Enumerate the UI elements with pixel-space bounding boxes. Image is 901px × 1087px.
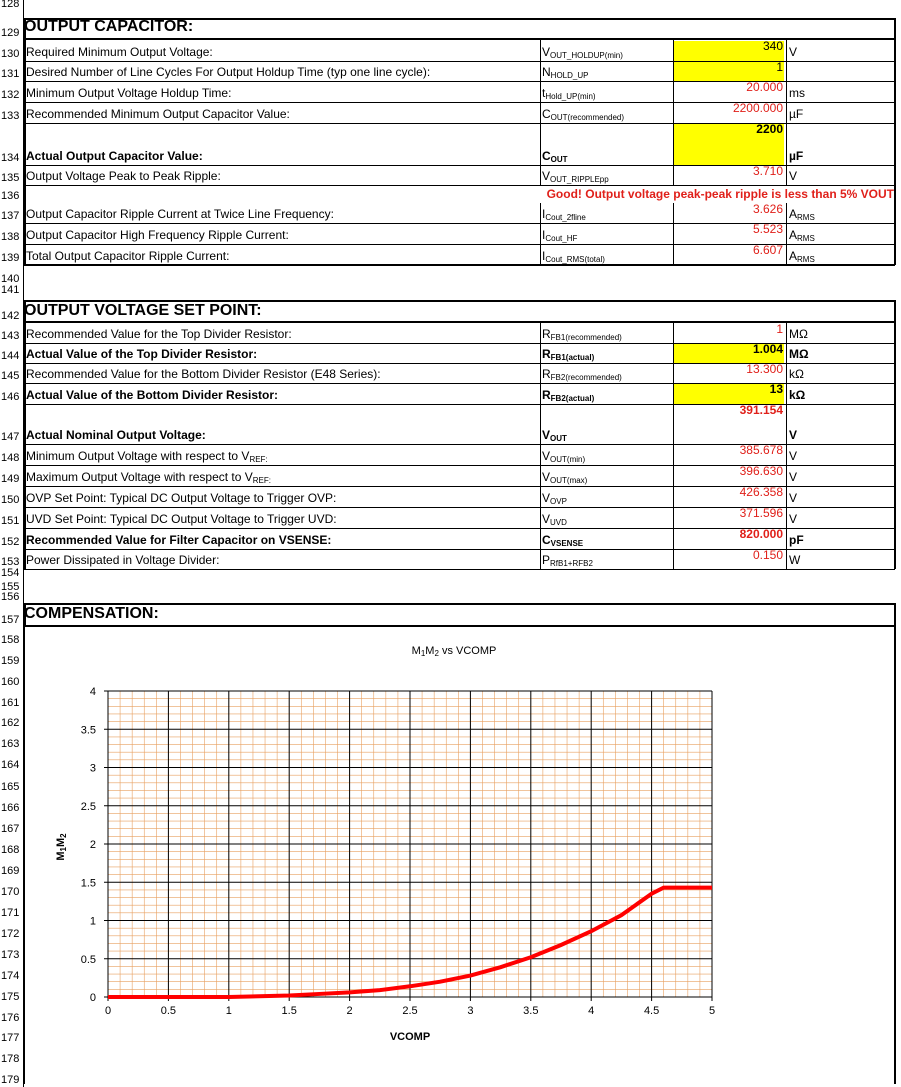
parameter-value: 5.523 [752,224,783,236]
row-number: 131 [1,68,20,80]
row-number: 139 [1,252,20,264]
cell-border [540,486,541,507]
row-number: 153 [1,556,20,568]
cell-border [540,465,541,486]
parameter-unit: V [789,512,798,526]
x-tick-label: 1 [225,1005,232,1017]
row-number: 160 [1,676,20,688]
parameter-label: Required Minimum Output Voltage: [26,45,213,59]
cell-border [894,300,896,569]
parameter-label: Actual Value of the Bottom Divider Resistor: [26,388,279,402]
x-tick-label: 5 [708,1005,716,1017]
row-number: 179 [1,1074,20,1086]
parameter-symbol: $V_{OUT(max)}$ [542,470,588,485]
cell-border [540,203,541,223]
x-tick-label: 3.5 [523,1005,539,1017]
parameter-unit: MΩ [789,327,808,341]
cell-border [786,465,787,486]
parameter-symbol: $V_{OUT\_RIPPLEpp}$ [542,169,609,184]
y-tick-label: 2 [89,839,96,851]
parameter-label: Minimum Output Voltage with respect to $V_{REF:}$ [26,449,268,464]
cell-border [786,404,787,444]
cell-border [786,363,787,383]
parameter-label: OVP Set Point: Typical DC Output Voltage to Trigger OVP: [26,491,337,505]
cell-border [786,81,787,102]
row-number: 143 [1,330,20,342]
parameter-value[interactable]: 340 [674,41,784,61]
parameter-label: Output Voltage Peak to Peak Ripple: [26,169,221,183]
row-number: 146 [1,391,20,403]
x-tick-label: 4.5 [643,1005,660,1017]
parameter-unit: V [789,470,798,484]
row-number: 142 [1,310,20,322]
row-number: 149 [1,473,20,485]
parameter-label: Actual Value of the Top Divider Resistor: [26,347,258,361]
x-tick-label: 3 [467,1005,474,1017]
row-number: 162 [1,717,20,729]
row-number: 177 [1,1032,20,1044]
cell-border [786,383,787,404]
parameter-unit: V [789,428,798,442]
m1m2-vs-vcomp-chart [24,627,895,1082]
cell-border [24,38,895,40]
cell-border [24,321,895,323]
cell-border [786,507,787,528]
parameter-value[interactable]: 1 [674,62,784,81]
parameter-label: Maximum Output Voltage with respect to $V_{REF:}$ [26,470,272,485]
x-tick-label: 0 [104,1005,112,1017]
parameter-symbol: $R_{FB2(actual)}$ [542,388,595,403]
row-number: 135 [1,172,20,184]
cell-border [786,102,787,123]
row-number: 158 [1,634,20,646]
parameter-symbol: $C_{OUT}$ [542,149,568,164]
parameter-symbol: $V_{OUT\_HOLDUP(min)}$ [542,45,623,60]
row-number: 176 [1,1012,20,1024]
cell-border [786,528,787,549]
ripple-status-message: Good! Output voltage peak-peak ripple is less than 5% VOUT [546,187,894,201]
cell-border [786,343,787,363]
row-number: 129 [1,27,20,39]
cell-border [540,549,541,569]
parameter-value: 0.150 [752,550,783,562]
cell-border [24,569,895,570]
parameter-value: 396.630 [739,466,783,478]
cell-border [540,343,541,363]
y-tick-label: 0 [89,992,96,1004]
cell-border [786,223,787,244]
cell-border [540,528,541,549]
parameter-unit: $A_{RMS}$ [789,228,815,243]
row-number: 175 [1,991,20,1003]
cell-border [540,61,541,81]
row-number: 171 [1,907,20,919]
parameter-unit: ms [789,86,805,100]
row-number: 170 [1,886,20,898]
row-number: 147 [1,431,20,443]
parameter-symbol: $V_{OVP}$ [542,491,567,506]
y-tick-label: 3 [89,762,96,775]
row-number: 145 [1,370,20,382]
parameter-unit: W [789,553,801,567]
parameter-unit: V [789,449,798,463]
row-number: 156 [1,591,20,603]
row-number: 166 [1,802,20,814]
parameter-label: Actual Output Capacitor Value: [26,149,203,163]
parameter-symbol: $R_{FB2(recommended)}$ [542,367,622,382]
cell-border [540,40,541,61]
row-number: 130 [1,48,20,60]
row-number: 167 [1,823,20,835]
parameter-value: 426.358 [739,487,783,499]
parameter-label: Power Dissipated in Voltage Divider: [26,553,220,567]
section-output-voltage: OUTPUT VOLTAGE SET POINT: [24,302,262,319]
cell-border [894,18,896,265]
parameter-label: Output Capacitor High Frequency Ripple Current: [26,228,289,242]
parameter-symbol: $I_{Cout\_RMS(total)}$ [542,249,605,264]
x-tick-label: 4 [588,1005,595,1017]
row-number: 136 [1,190,20,202]
parameter-unit: kΩ [789,388,806,402]
row-number: 159 [1,655,20,667]
section-compensation: COMPENSATION: [24,605,159,622]
cell-border [24,185,895,186]
parameter-label: Actual Nominal Output Voltage: [26,428,206,442]
row-number: 128 [1,0,20,10]
cell-border [786,203,787,223]
cell-border [894,603,896,627]
cell-border [540,444,541,465]
row-number: 163 [1,738,20,750]
row-number: 165 [1,781,20,793]
parameter-value: 2200.000 [732,103,783,115]
row-number: 141 [1,284,20,296]
row-number: 172 [1,928,20,940]
row-number: 151 [1,515,20,527]
row-number: 132 [1,89,20,101]
parameter-value[interactable]: 13 [674,384,784,404]
row-number: 173 [1,949,20,961]
parameter-label: UVD Set Point: Typical DC Output Voltage to Trigger UVD: [26,512,337,526]
parameter-unit: µF [789,107,804,121]
parameter-value: 371.596 [739,508,783,520]
cell-border [540,81,541,102]
y-axis-label: M1M2 [55,833,68,861]
y-tick-label: 0.5 [80,953,96,966]
parameter-unit: µF [789,149,804,163]
row-number: 169 [1,865,20,877]
y-tick-label: 4 [89,686,96,698]
cell-border [786,549,787,569]
row-number: 178 [1,1053,20,1065]
parameter-label: Output Capacitor Ripple Current at Twice Line Frequency: [26,207,334,221]
parameter-value: 20.000 [746,82,783,94]
parameter-unit: V [789,491,798,505]
parameter-symbol: $P_{RfB1+RFB2}$ [542,553,593,568]
parameter-label: Total Output Capacitor Ripple Current: [26,249,230,263]
cell-border [786,486,787,507]
cell-border [786,165,787,185]
parameter-symbol: $C_{VSENSE}$ [542,533,584,548]
x-tick-label: 2.5 [402,1005,418,1017]
parameter-value: 1 [776,324,783,336]
parameter-value: 13.300 [746,364,783,376]
parameter-value[interactable]: 1.004 [674,344,784,363]
row-number: 134 [1,152,20,164]
cell-border [540,363,541,383]
parameter-label: Minimum Output Voltage Holdup Time: [26,86,232,100]
x-tick-label: 2 [346,1005,353,1017]
parameter-value: 3.626 [752,204,783,216]
parameter-label: Recommended Minimum Output Capacitor Value: [26,107,290,121]
parameter-value[interactable]: 2200 [674,124,784,165]
cell-border [786,40,787,61]
cell-border [540,323,541,343]
parameter-symbol: $V_{OUT(min)}$ [542,449,586,464]
row-number: 148 [1,452,20,464]
cell-border [786,123,787,165]
parameter-symbol: $C_{OUT(recommended)}$ [542,107,625,122]
parameter-symbol: $V_{OUT}$ [542,428,567,443]
cell-border [540,123,541,165]
parameter-symbol: $R_{FB1(actual)}$ [542,347,595,362]
row-number: 138 [1,231,20,243]
cell-border [540,244,541,265]
row-number: 168 [1,844,20,856]
cell-border [540,404,541,444]
row-number: 161 [1,697,20,709]
row-number: 140 [1,273,20,285]
cell-border [540,507,541,528]
cell-border [786,244,787,265]
cell-border [786,323,787,343]
parameter-label: Desired Number of Line Cycles For Output Holdup Time (typ one line cycle): [26,65,431,79]
cell-border [540,223,541,244]
x-tick-label: 1.5 [281,1005,297,1017]
parameter-value: 385.678 [739,445,783,457]
y-tick-label: 2.5 [80,800,96,813]
row-number: 157 [1,614,20,626]
parameter-label: Recommended Value for the Bottom Divider Resistor (E48 Series): [26,367,381,381]
parameter-symbol: $R_{FB1(recommended)}$ [542,327,622,342]
chart-title: M1M2 vs VCOMP [411,645,497,658]
row-number: 133 [1,110,20,122]
parameter-symbol: $N_{HOLD\_UP}$ [542,65,589,80]
row-number: 155 [1,581,20,593]
row-number: 152 [1,536,20,548]
parameter-symbol: $I_{Cout\_HF}$ [542,228,578,243]
parameter-unit: kΩ [789,367,804,381]
cell-border [540,165,541,185]
row-number: 174 [1,970,20,982]
cell-border [540,383,541,404]
x-axis-label: VCOMP [389,1031,431,1043]
parameter-symbol: $I_{Cout\_2fline}$ [542,207,586,222]
y-tick-label: 3.5 [80,724,96,737]
parameter-value: 820.000 [739,529,783,541]
parameter-value: 6.607 [752,245,783,257]
cell-border [786,61,787,81]
parameter-unit: pF [789,533,804,547]
parameter-label: Recommended Value for Filter Capacitor on VSENSE: [26,533,332,547]
row-number: 164 [1,759,20,771]
parameter-symbol: $t_{Hold\_UP(min)}$ [542,86,596,101]
row-number: 144 [1,350,20,362]
section-output-capacitor: OUTPUT CAPACITOR: [24,18,194,35]
parameter-unit: $A_{RMS}$ [789,249,815,264]
parameter-value: 3.710 [752,166,783,178]
parameter-label: Recommended Value for the Top Divider Resistor: [26,327,292,341]
row-number: 150 [1,494,20,506]
cell-border [540,102,541,123]
row-number: 154 [1,567,20,579]
parameter-value: 391.154 [739,405,783,417]
y-tick-label: 1 [89,915,96,928]
row-number: 137 [1,210,20,222]
parameter-unit: MΩ [789,347,809,361]
parameter-symbol: $V_{UVD}$ [542,512,567,527]
cell-border [786,444,787,465]
parameter-unit: V [789,45,798,59]
x-tick-label: 0.5 [160,1005,177,1017]
y-tick-label: 1.5 [80,877,96,890]
parameter-unit: $A_{RMS}$ [789,207,815,222]
parameter-unit: V [789,169,798,183]
